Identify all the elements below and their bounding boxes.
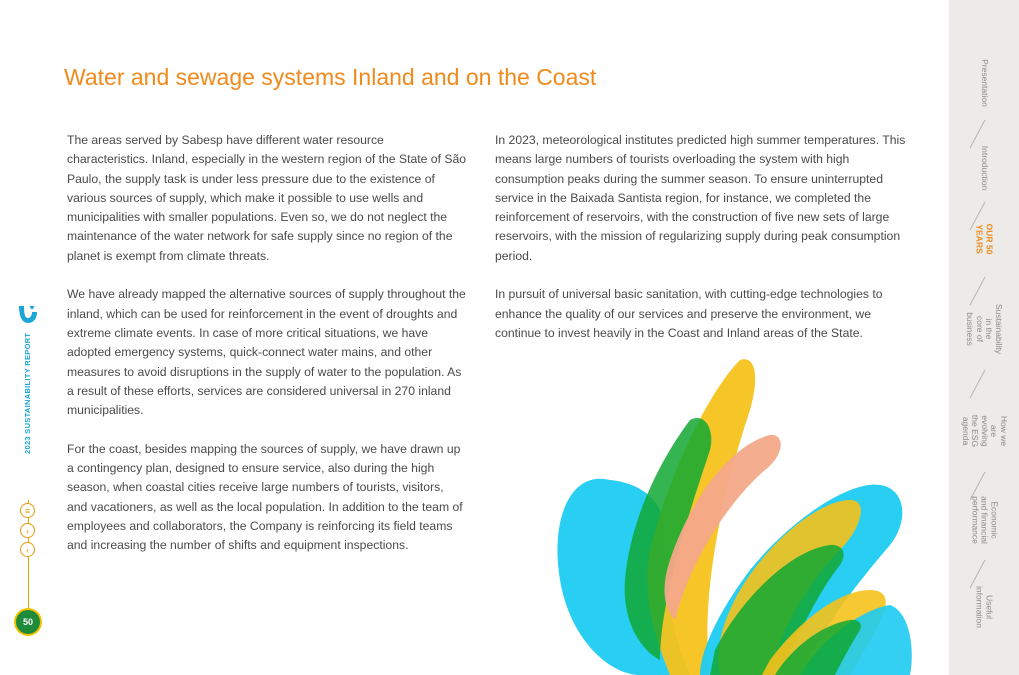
sidebar-item-sustainability[interactable] [949, 273, 1019, 385]
paragraph: The areas served by Sabesp have different water resource characteristics. Inland, especially in the western region of the State of São Paulo, the supply task is under less pressure due to the existence of various sources of supply, which make it possible to use wells and municipalities with smaller populations. Even so, we do not neglect the maintenance of the water network for safe supply since no region of the planet is exempt from climate threats. [67, 133, 467, 263]
sidebar-item-label: Useful information [975, 585, 995, 629]
page-number: 50 [16, 610, 40, 634]
sidebar-item-useful-information[interactable] [949, 551, 1019, 663]
next-icon[interactable]: › [20, 523, 35, 538]
sidebar-item-label: Introduction [979, 145, 990, 191]
paragraph: In 2023, meteorological institutes predicted high summer temperatures. This means large numbers of tourists overloading the system with high consumption peaks during the summer season. To ensure uninterrupted service in the Baixada Santista region, for instance, we completed the reinforcement of reservoirs, with the construction of five new sets of large reservoirs, with the mission of regularizing supply during peak consumption period. [495, 133, 906, 263]
sidebar-item-label: Economic and financial performance [970, 496, 1000, 544]
paragraph: In pursuit of universal basic sanitation, with cutting-edge technologies to enhance the quality of our services and preserve the environment, we continue to invest heavily in the Coast and Inland areas of the State. [495, 287, 883, 340]
sidebar-nav [949, 0, 1019, 675]
menu-icon[interactable]: ≡ [20, 503, 35, 518]
report-label: 2023 SUSTAINABILITY REPORT [23, 332, 32, 454]
sidebar-item-label: OUR 50 YEARS [975, 223, 995, 255]
sabesp-logo [15, 303, 41, 329]
back-icon[interactable]: ‹ [20, 542, 35, 557]
sidebar-item-label: Presentation [979, 59, 990, 107]
sidebar-item-label: How we are evolving the ESG agenda [960, 414, 1009, 448]
page-title: Water and sewage systems Inland and on the Coast [64, 64, 597, 90]
right-text-column [495, 131, 910, 363]
sidebar-item-label: Sustainability in the core of business [965, 303, 1004, 355]
paragraph: For the coast, besides mapping the sources of supply, we have drawn up a contingency plan, designed to ensure service, also during the high season, when coastal cities receive large numbers of tourists, visitors, and vacationers, as well as the local population. In addition to the team of employees and collaborators, the Company is reinforcing its field teams and increasing the number of shifts and equipment inspections. [67, 441, 463, 553]
left-text-column [67, 131, 467, 575]
paragraph: We have already mapped the alternative sources of supply throughout the inland, which can be used for reinforcement in the event of droughts and extreme climate events. In case of more critical situations, we have adopted emergency systems, quick-connect water mains, and other measures to avoid disruptions in the supply of water to the population. As a result of these efforts, services are considered universal in 270 inland municipalities. [67, 287, 466, 418]
decorative-leaves-art [550, 350, 920, 675]
